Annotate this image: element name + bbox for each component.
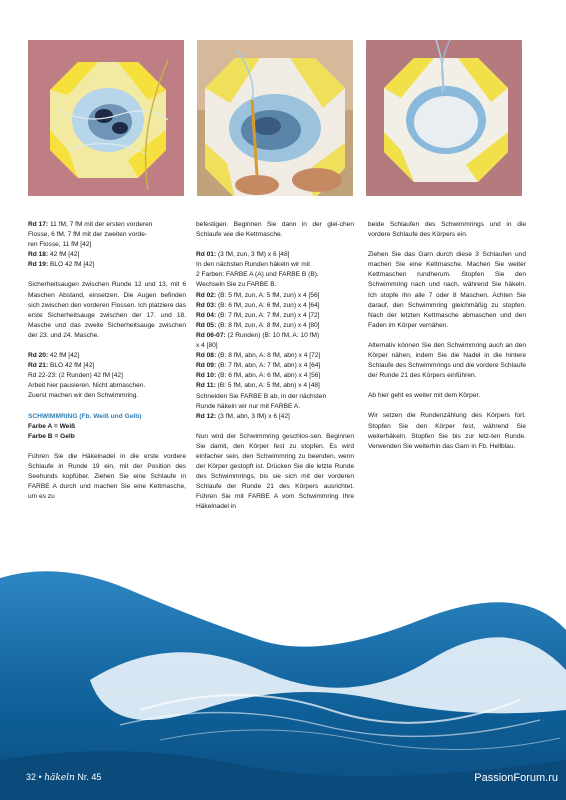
crochet-photo-3-image <box>366 40 522 196</box>
round-label: Rd 12: <box>196 412 217 420</box>
instruction-line <box>196 361 354 371</box>
round-label: Farbe A = Weiß <box>28 422 76 430</box>
round-label: Rd 03: <box>196 301 217 309</box>
text-column-2 <box>196 220 354 523</box>
instruction-text: (3 fM, abn, 3 fM) x 6 [42] <box>216 412 290 420</box>
round-label: Rd 18: <box>28 251 49 259</box>
instruction-text: (B: 6 fM, abn, A: 6 fM, abn) x 4 [56] <box>216 372 321 380</box>
text-column-1 <box>28 220 186 512</box>
instruction-line <box>196 301 354 311</box>
instruction-text: (B: 7 fM, abn, A: 7 fM, abn) x 4 [64] <box>216 362 321 370</box>
photo-crochet-head <box>28 40 184 196</box>
instruction-line <box>28 240 186 250</box>
instruction-line <box>196 321 354 331</box>
instruction-line <box>28 432 186 442</box>
instruction-line <box>28 381 186 391</box>
instruction-text: Wechseln Sie zu FARBE B. <box>196 281 277 289</box>
round-label: Rd 11: <box>196 382 216 390</box>
instruction-text: Rd 22-23: (2 Runden) 42 fM [42] <box>28 372 123 380</box>
paragraph: Nun wird der Schwimmring geschlos-sen. Beginnen Sie damit, den Körper fest zu stopfen. Es wird einfacher sein, den Schwimmring zu beenden, wenn der Körper gestopft ist. Drücken Sie die letzte Runde des Schwimmrings, bis sie sich mit der vorderen Schlaufe der Runde 21 des Körpers ausrichtet. Führen Sie mit FARBE A vom Schwimmring Ihre Häkelnadel in <box>196 432 354 511</box>
instruction-line <box>28 220 186 230</box>
instruction-block <box>28 220 186 270</box>
instruction-block <box>28 412 186 442</box>
instruction-line <box>28 230 186 240</box>
round-label: Rd 06-07: <box>196 331 226 339</box>
footer-bullet: • <box>38 772 42 782</box>
instruction-line <box>28 422 186 432</box>
instruction-text: 42 fM [42] <box>48 352 80 360</box>
photo-crochet-needle <box>197 40 353 196</box>
round-label: Rd 05: <box>196 321 217 329</box>
instruction-text: (B: 6 fM, zun, A: 6 fM, zun) x 4 [64] <box>216 301 320 309</box>
round-label: Rd 04: <box>196 311 217 319</box>
section-heading: SCHWIMMRING (Fb. Weiß und Gelb) <box>28 412 142 420</box>
instruction-text: In den nächsten Runden häkeln wir mit <box>196 261 310 269</box>
instruction-line <box>196 381 354 391</box>
instruction-text: 11 fM, 7 fM mit der ersten vorderen <box>48 221 153 228</box>
round-label: Rd 19: <box>28 261 49 269</box>
footer-page-info <box>26 772 101 783</box>
instruction-line <box>28 371 186 381</box>
instruction-text: (2 Runden) (B: 10 fM, A: 10 fM) <box>225 331 320 339</box>
instruction-line <box>196 341 354 351</box>
instruction-block <box>196 250 354 422</box>
instruction-line <box>28 260 186 270</box>
instruction-line <box>196 351 354 361</box>
instruction-line <box>196 270 354 280</box>
instruction-text: Flosse, 6 fM, 7 fM mit der zweiten vorde- <box>28 231 148 239</box>
instruction-line <box>196 291 354 301</box>
instruction-line <box>196 412 354 422</box>
instruction-text: 42 fM [42] <box>48 251 80 259</box>
instruction-text: Schneiden Sie FARBE B ab, in der nächsten <box>196 392 327 400</box>
instruction-line <box>196 392 354 402</box>
paragraph: Ab hier geht es weiter mit dem Körper. <box>368 392 481 400</box>
instruction-line <box>196 260 354 270</box>
round-label: Rd 10: <box>196 372 217 380</box>
instruction-line <box>196 250 354 260</box>
instruction-line <box>28 412 186 422</box>
instruction-text: (B: 8 fM, abn, A: 8 fM, abn) x 4 [72] <box>216 352 321 360</box>
paragraph: Sicherheitsaugen zwischen Runde 12 und 13, mit 6 Maschen Abstand, einsetzen. Die Augen befinden sich zwischen den vorderen Flossen. Ich platziere das erste Sicherheitsauge zwischen der 17. und 18. Masche und das zweite Sicherheitsauge zwischen der 23. und 24. Masche. <box>28 281 186 339</box>
instruction-text: ren Flosse, 11 fM [42] <box>28 241 92 249</box>
instruction-line <box>28 351 186 361</box>
instruction-line <box>196 280 354 290</box>
paragraph: Ziehen Sie das Garn durch diese 3 Schlaufen und machen Sie eine Kettmasche. Machen Sie weiter Kettmaschen rundherum. Stopfen Sie den Schwimmring nach und nach, während Sie häkeln. Ich stopfe ihn alle 7 oder 8 Maschen. Achten Sie darauf, den Schwimmring gleichmäßig zu stopfen. Nach der letzten Kettmasche abmaschen und den Faden im Körper vernähen. <box>368 251 526 329</box>
magazine-name: häkeln <box>44 773 75 783</box>
instruction-line <box>28 361 186 371</box>
instruction-line <box>196 402 354 412</box>
round-label: Rd 02: <box>196 291 217 299</box>
instruction-text: (B: 5 fM, zun, A: 5 fM, zun) x 4 [56] <box>216 291 320 299</box>
round-label: Rd 08: <box>196 352 217 360</box>
instruction-line <box>28 250 186 260</box>
photo-crochet-swim-ring <box>366 40 522 196</box>
watermark: PassionForum.ru <box>474 772 558 784</box>
wave-background <box>0 560 566 800</box>
instruction-block <box>28 351 186 401</box>
instruction-text: Arbeit hier pausieren. Nicht abmaschen. <box>28 382 146 390</box>
round-label: Rd 20: <box>28 352 49 360</box>
round-label: Rd 17: <box>28 221 49 228</box>
instruction-text: 2 Farben: FARBE A (A) und FARBE B (B). <box>196 271 319 279</box>
paragraph: Alternativ können Sie den Schwimmring auch an den Körper nähen, indem Sie die Nadel in die hintere Schlaufe des Schwimmrings und die vordere Schlaufe der Runde 21 des Körpers einführen. <box>368 341 526 380</box>
instruction-text: BLO 42 fM [42] <box>48 261 95 269</box>
crochet-photo-1-image <box>28 40 184 196</box>
paragraph: beide Schlaufen des Schwimmrings und in die vordere Schlaufe des Körpers ein. <box>368 221 526 239</box>
crochet-photo-2-image <box>197 40 353 196</box>
issue-number: Nr. 45 <box>77 772 102 782</box>
instruction-text: BLO 42 fM [42] <box>48 362 95 370</box>
instruction-text: (B: 5 fM, abn, A: 5 fM, abn) x 4 [48] <box>215 382 320 390</box>
round-label: Rd 01: <box>196 251 217 259</box>
instruction-text: (B: 8 fM, zun, A: 8 fM, zun) x 4 [80] <box>216 321 320 329</box>
instruction-text: (3 fM, zun, 3 fM) x 6 [48] <box>216 251 290 259</box>
round-label: Farbe B = Gelb <box>28 432 75 440</box>
paragraph: Führen Sie die Häkelnadel in die erste vordere Schlaufe in Runde 19 ein, mit der Position des Seehunds kopfüber. Ziehen Sie eine Schlaufe in FARBE A durch und machen Sie eine Kettmasche, um es zu <box>28 452 186 501</box>
instruction-line <box>196 371 354 381</box>
round-label: Rd 21: <box>28 362 49 370</box>
paragraph: befestigen. Beginnen Sie dann in der glei-chen Schlaufe wie die Kettmasche. <box>196 221 354 239</box>
instruction-line <box>196 331 354 341</box>
instruction-line <box>28 391 186 401</box>
instruction-text: Zuerst machen wir den Schwimmring. <box>28 392 139 400</box>
instruction-text: (B: 7 fM, zun, A: 7 fM, zun) x 4 [72] <box>216 311 320 319</box>
instruction-text: Runde häkeln wir nur mit FARBE A. <box>196 402 301 410</box>
round-label: Rd 09: <box>196 362 217 370</box>
paragraph: Wir setzen die Rundenzählung des Körpers fort. Stopfen Sie den Körper fest, während Sie weiterhäkeln. Stopfen Sie bis zur letz-ten Runde. Verwenden Sie weiterhin das Garn in Fb. Hellblau. <box>368 412 526 450</box>
instruction-text: x 4 [80] <box>196 342 218 350</box>
instruction-line <box>196 311 354 321</box>
text-column-3 <box>368 220 526 462</box>
page-number: 32 <box>26 772 37 782</box>
